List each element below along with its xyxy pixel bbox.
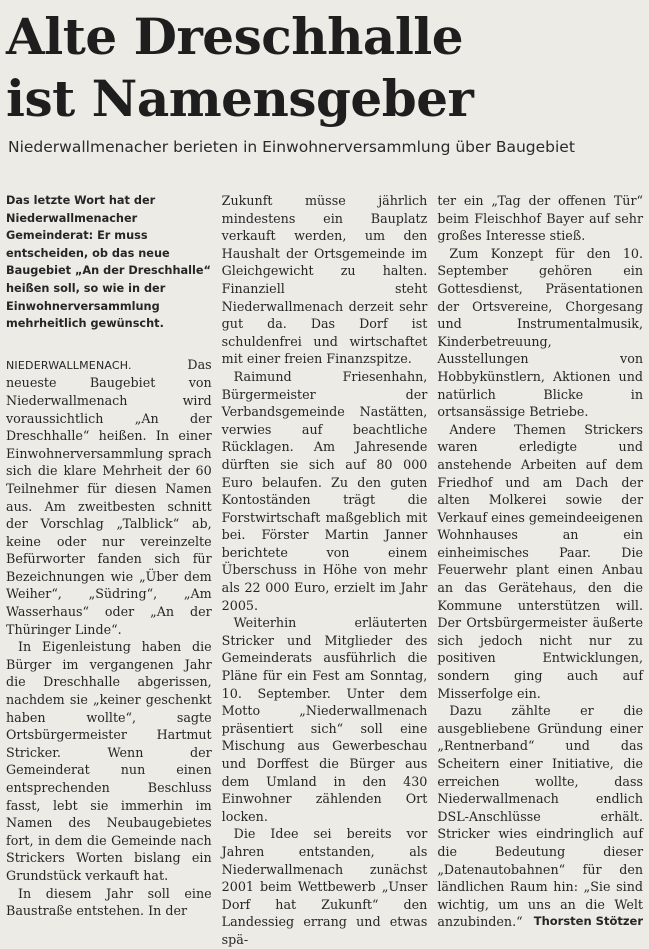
paragraph-6-start: Die Idee sei bereits vor Jahren entstanden, als Niederwallmenach zunächst 2001 beim Wettbewerb „Unser Dorf hat Zukunft“ den Landessieg errang und etwas spä-	[221, 826, 428, 947]
paragraph-6-end: ter ein „Tag der offenen Tür“ beim Fleischhof Bayer auf sehr großes Interesse stieß.	[437, 193, 644, 244]
paragraph-9: Dazu zählte er die ausgebliebene Gründung einer „Rentnerband“ und das Scheitern einer Initiative, die erreichen wollte, dass Niederwallmenach endlich DSL-Anschlüsse erhält. Stricker wies eindringlich auf die Bedeutung dieser „Datenautobahnen“ für den ländlichen Raum hin: „Sie sind wichtig, um uns an die Welt anzubinden.“	[437, 703, 644, 930]
column-1	[6, 192, 212, 919]
paragraph-2: In Eigenleistung haben die Bürger im vergangenen Jahr die Dreschhalle abgerissen, nachdem sie „keiner geschenkt haben wollte“, sagte Ortsbürgermeister Hartmut Stricker. Wenn der Gemeinderat nun einen entsprechenden Beschluss fasst, lebt sie immerhin im Namen des Neubaugebietes fort, in dem die Gemeinde nach Strickers Worten bislang ein Grundstück verkauft hat.	[6, 639, 212, 883]
paragraph-8: Andere Themen Strickers waren erledigte und anstehende Arbeiten auf dem Friedhof und am Dach der alten Molkerei sowie der Verkauf eines gemeindeeigenen Wohnhauses an ein einheimisches Paar. Die Feuerwehr plant einen Anbau an das Gerätehaus, den die Kommune unterstützen will. Der Ortsbürgermeister äußerte sich jedoch nicht nur zu positiven Entwicklungen, sondern ging auch auf Misserfolge ein.	[437, 421, 644, 701]
paragraph-1-text: Das neueste Baugebiet von Niederwallmenach wird voraussichtlich „An der Dreschhalle“ heißen. In einer Einwohnerversammlung sprach sich die klare Mehrheit der 60 Teilnehmer für diesen Namen aus. Am zweitbesten schnitt der Vorschlag „Talblick“ ab, keine oder nur vereinzelte Befürworter fanden sich für Bezeichnungen wie „Über dem Weiher“, „Südring“, „Am Wasserhaus“ oder „An der Thüringer Linde“.	[6, 356, 212, 637]
paragraph-7: Zum Konzept für den 10. September gehören ein Gottesdienst, Präsentationen der Ortsvereine, Chorgesang und Instrumentalmusik, Kinderbetreuung, Ausstellungen von Hobbykünstlern, Aktionen und natürlich Blicke in ortsansässige Betriebe.	[437, 245, 644, 420]
paragraph-4: Raimund Friesenhahn, Bürgermeister der Verbandsgemeinde Nastätten, verwies auf beachtliche Rücklagen. Am Jahresende dürften sie sich auf 80 000 Euro belaufen. Zu den guten Kontoständen trägt die Forstwirtschaft maßgeblich mit bei. Förster Martin Janner berichtete von einem Überschuss in Höhe von mehr als 22 000 Euro, erzielt im Jahr 2005.	[221, 368, 428, 613]
subheadline: Niederwallmenacher berieten in Einwohnerversammlung über Baugebiet	[8, 138, 575, 156]
author-byline: Thorsten Stötzer	[533, 914, 644, 929]
headline-line-2: ist Namensgeber	[6, 69, 474, 128]
article-lead: Das letzte Wort hat der Niederwallmenacher Gemeinderat: Er muss entscheiden, ob das neue Baugebiet „An der Dreschhalle“ heißen soll, so wie in der Einwohnerversammlung mehrheitlich gewünscht.	[6, 194, 211, 331]
paragraph-1	[6, 356, 212, 639]
paragraph-3-start: In diesem Jahr soll eine Baustraße entstehen. In der	[6, 885, 212, 919]
paragraph-3-end: Zukunft müsse jährlich mindestens ein Bauplatz verkauft werden, um den Haushalt der Ortsgemeinde im Gleichgewicht zu halten. Finanziell steht Niederwallmenach derzeit sehr gut da. Das Dorf ist schuldenfrei und wirtschaftet mit einer freien Finanzspitze.	[221, 193, 428, 367]
column-2	[221, 192, 428, 947]
headline-line-1: Alte Dreschhalle	[6, 7, 464, 66]
dateline: NIEDERWALLMENACH.	[6, 358, 132, 372]
paragraph-5: Weiterhin erläuterten Stricker und Mitglieder des Gemeinderats ausführlich die Pläne für ein Fest am Sonntag, 10. September. Unter dem Motto „Niederwallmenach präsentiert sich“ soll eine Mischung aus Gewerbeschau und Dorffest die Bürger aus dem Umland in den 430 Einwohner zählenden Ort locken.	[221, 615, 428, 824]
headline	[6, 0, 643, 130]
article-body	[6, 192, 644, 947]
column-3	[437, 192, 644, 930]
